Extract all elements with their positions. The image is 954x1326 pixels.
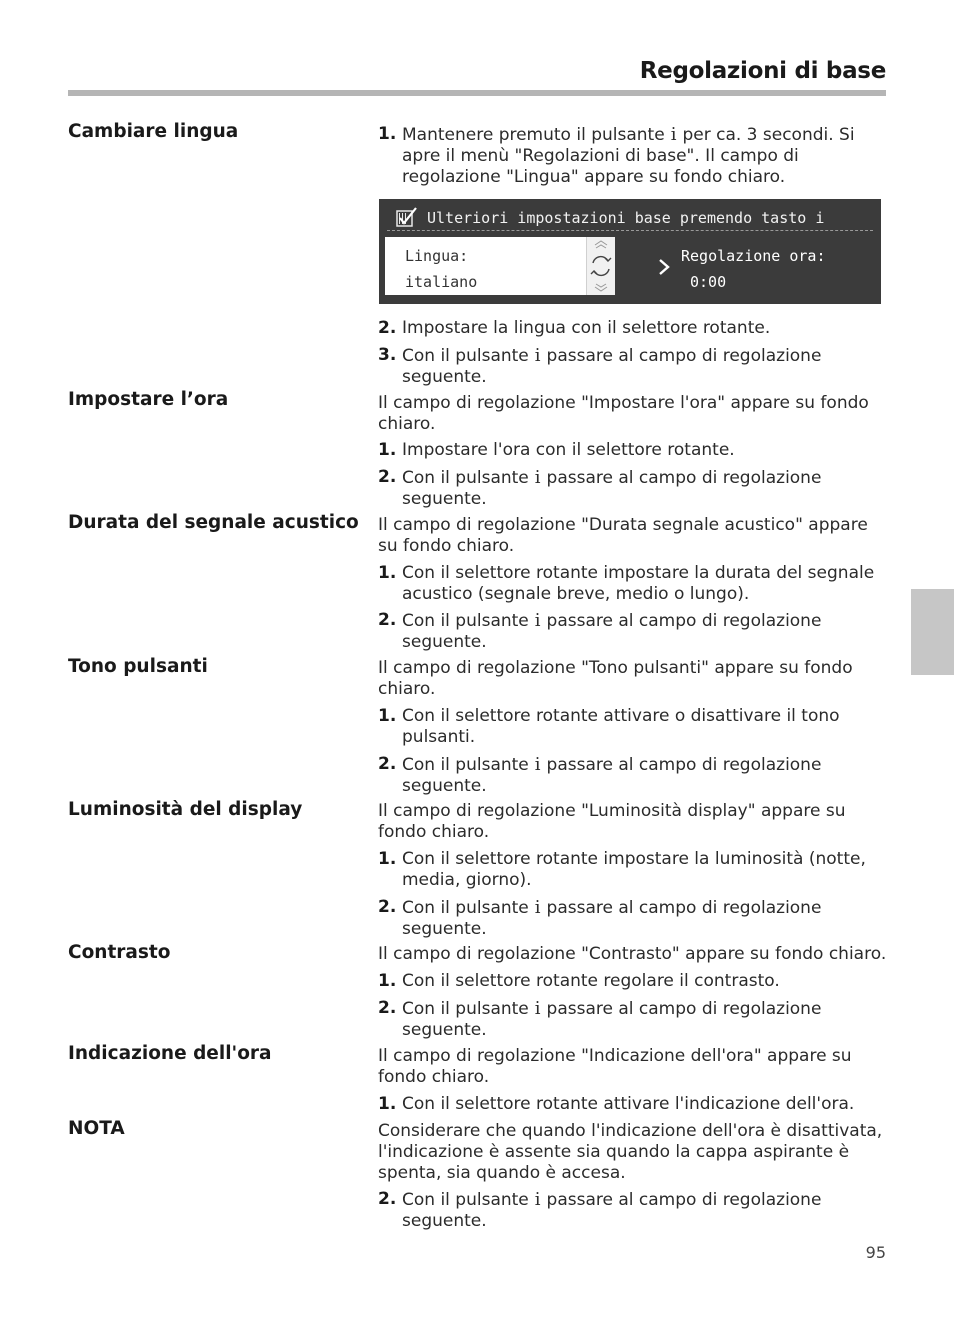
step-number: 2. (378, 467, 397, 487)
header-rule (68, 90, 886, 96)
info-button-icon: i (534, 1189, 541, 1210)
page-title: Regolazioni di base (639, 58, 886, 84)
step-text: passare al campo di regolazione seguente. (402, 755, 822, 796)
step-number: 2. (378, 610, 397, 630)
display-field-label: Lingua: (405, 247, 469, 265)
step-segnale-2 (378, 610, 888, 653)
section-heading-indicazione-ora: Indicazione dell'ora (68, 1043, 272, 1064)
display-next-label: Regolazione ora: (681, 247, 826, 265)
info-button-icon: i (534, 754, 541, 775)
step-number: 1. (378, 563, 397, 583)
step-text: Con il pulsante (402, 468, 529, 488)
step-indicazione-1 (378, 1094, 888, 1115)
display-selected-field (385, 237, 615, 295)
section-intro: Il campo di regolazione "Indicazione dell'ora" appare su fondo chiaro. (378, 1046, 852, 1087)
step-number: 1. (378, 706, 397, 726)
step-text: Con il pulsante (402, 611, 529, 631)
step-number: 1. (378, 440, 397, 460)
section-heading-impostare-ora: Impostare l’ora (68, 389, 229, 410)
step-lingua-1 (378, 124, 888, 188)
step-ora-2 (378, 467, 888, 510)
step-text: passare al campo di regolazione seguente. (402, 611, 822, 652)
step-text: Con il selettore rotante impostare la luminosità (notte, media, giorno). (402, 849, 866, 890)
step-text: Con il selettore rotante impostare la durata del segnale acustico (segnale breve, medio o lungo). (402, 563, 875, 604)
step-text: passare al campo di regolazione seguente. (402, 999, 822, 1040)
step-number: 1. (378, 124, 397, 144)
step-text: Con il selettore rotante regolare il contrasto. (402, 971, 780, 991)
note-text: Considerare che quando l'indicazione dell'ora è disattivata, l'indicazione è assente sia quando la cappa aspirante è spenta, sia quando è accesa. (378, 1121, 883, 1183)
section-intro: Il campo di regolazione "Contrasto" appare su fondo chiaro. (378, 944, 887, 964)
step-number: 1. (378, 1094, 397, 1114)
display-title: Ulteriori impostazioni base premendo tasto i (427, 209, 825, 227)
step-text: passare al campo di regolazione seguente. (402, 898, 822, 939)
step-text: Con il selettore rotante attivare l'indicazione dell'ora. (402, 1094, 855, 1114)
section-heading-nota: NOTA (68, 1118, 125, 1139)
step-luminosita-2 (378, 897, 888, 940)
section-heading-durata-segnale: Durata del segnale acustico (68, 512, 359, 533)
section-intro: Il campo di regolazione "Durata segnale acustico" appare su fondo chiaro. (378, 515, 868, 556)
step-text: Con il pulsante (402, 346, 529, 366)
step-text: Con il pulsante (402, 1190, 529, 1210)
step-nota-2 (378, 1189, 888, 1232)
info-button-icon: i (534, 897, 541, 918)
display-screen (379, 199, 881, 304)
page-number: 95 (865, 1243, 886, 1262)
step-text: Con il pulsante (402, 755, 529, 775)
step-text: Con il pulsante (402, 999, 529, 1019)
info-button-icon: i (534, 467, 541, 488)
section-heading-tono-pulsanti: Tono pulsanti (68, 656, 208, 677)
checkbox-icon (396, 207, 418, 227)
section-intro: Il campo di regolazione "Tono pulsanti" appare su fondo chiaro. (378, 658, 853, 699)
step-number: 3. (378, 345, 397, 365)
section-heading-contrasto: Contrasto (68, 942, 171, 963)
section-heading-luminosita: Luminosità del display (68, 799, 303, 820)
step-text: passare al campo di regolazione seguente. (402, 346, 822, 387)
step-lingua-3 (378, 345, 888, 388)
side-tab-marker (911, 589, 954, 675)
step-text: Mantenere premuto il pulsante (402, 125, 665, 145)
step-contrasto-1 (378, 971, 888, 992)
rotary-selector-icon (586, 237, 615, 295)
section-intro: Il campo di regolazione "Luminosità display" appare su fondo chiaro. (378, 801, 846, 842)
step-text: Con il selettore rotante attivare o disattivare il tono pulsanti. (402, 706, 840, 747)
step-tono-1 (378, 706, 888, 748)
step-contrasto-2 (378, 998, 888, 1041)
info-button-icon: i (534, 998, 541, 1019)
step-luminosita-1 (378, 849, 888, 891)
info-button-icon: i (534, 345, 541, 366)
step-ora-1 (378, 440, 888, 461)
step-segnale-1 (378, 563, 888, 605)
chevron-right-icon (657, 257, 671, 277)
step-text: Impostare la lingua con il selettore rotante. (402, 318, 771, 338)
info-button-icon: i (670, 124, 677, 145)
section-heading-cambiare-lingua: Cambiare lingua (68, 121, 239, 142)
info-button-icon: i (534, 610, 541, 631)
display-next-value: 0:00 (690, 273, 727, 291)
step-number: 2. (378, 998, 397, 1018)
step-number: 1. (378, 971, 397, 991)
step-text: passare al campo di regolazione seguente. (402, 468, 822, 509)
display-field-value: italiano (405, 273, 478, 291)
step-number: 1. (378, 849, 397, 869)
step-text: passare al campo di regolazione seguente. (402, 1190, 822, 1231)
step-number: 2. (378, 897, 397, 917)
section-intro: Il campo di regolazione "Impostare l'ora" appare su fondo chiaro. (378, 393, 869, 434)
step-number: 2. (378, 754, 397, 774)
step-number: 2. (378, 318, 397, 338)
display-divider (387, 230, 873, 231)
step-text: Con il pulsante (402, 898, 529, 918)
step-lingua-2 (378, 318, 888, 339)
step-tono-2 (378, 754, 888, 797)
step-number: 2. (378, 1189, 397, 1209)
step-text: Impostare l'ora con il selettore rotante. (402, 440, 735, 460)
step-text: per ca. 3 secondi. Si apre il menù "Regolazioni di base". Il campo di regolazione "Lingua" appare su fondo chiaro. (402, 125, 855, 187)
